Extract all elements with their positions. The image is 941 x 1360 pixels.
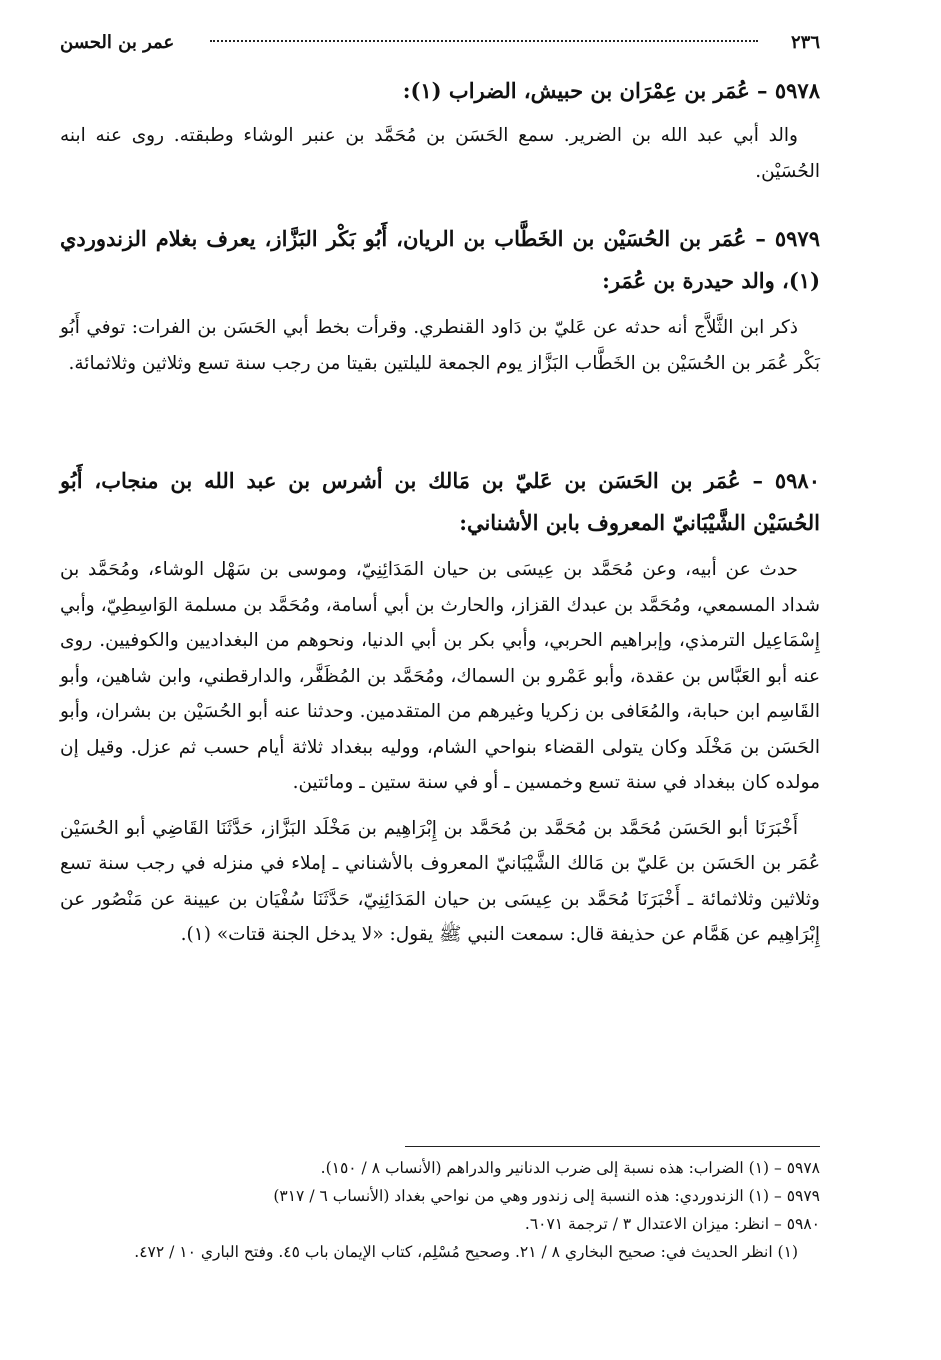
entry-title: ٥٩٨٠ – عُمَر بن الحَسَن بن عَليّ بن مَالك بن أشرس بن عبد الله بن منجاب، أَبُو الحُسَيْن الشَّيْبَانيّ المعروف بابن الأشناني: (60, 468, 820, 535)
leader-dots (210, 40, 758, 42)
entry-paragraph: ذكر ابن الثَّلاَّج أنه حدثه عن عَليّ بن دَاود القنطري. وقرأت بخط أبي الحَسَن بن الفرات: توفي أَبُو بَكْر عُمَر بن الحُسَيْن بن الخَطَّاب البَزَّاز يوم الجمعة لليلتين بقيتا من رجب سنة تسع وثلاثين وثلاثمائة. (60, 317, 820, 374)
footnote: ٥٩٧٨ – (١) الضراب: هذه نسبة إلى ضرب الدنانير والدراهم (الأنساب ٨ / ١٥٠). (320, 1159, 820, 1177)
entry-title: ٥٩٧٩ – عُمَر بن الحُسَيْن بن الخَطَّاب بن الريان، أَبُو بَكْر البَزَّاز، يعرف بغلام الزندوردي (١)، والد حيدرة بن عُمَر: (60, 226, 820, 293)
entry-5980 (60, 460, 820, 953)
footnote: (١) انظر الحديث في: صحيح البخاري ٨ / ٢١. وصحيح مُسْلِم، كتاب الإيمان باب ٤٥. وفتح الباري ١٠ / ٤٧٢. (134, 1243, 798, 1261)
hadith-paragraph: أَخْبَرَنَا أبو الحَسَن مُحَمَّد بن مُحَمَّد بن مُحَمَّد بن إِبْرَاهِيم بن مَخْلَد البَزَّاز، حَدَّثَنَا القَاضِي أبو الحُسَيْن عُمَر بن الحَسَن بن عَليّ بن مَالك الشَّيْبَانيّ المعروف بالأشناني ـ إملاء في منزله في رجب سنة تسع وثلاثين وثلاثمائة ـ أَخْبَرَنَا مُحَمَّد بن عِيسَى بن حيان المَدَائِنِيّ، حَدَّثَنَا سُفْيَان بن عيينة عن مَنْصُور عن إِبْرَاهِيم عن هَمَّام عن حذيفة قال: سمعت النبي ﷺ يقول: «لا يدخل الجنة قتات» (١). (60, 817, 820, 945)
page-number: ٢٣٦ (790, 32, 820, 53)
footnote: ٥٩٧٩ – (١) الزندوردي: هذه النسبة إلى زندور وهي من نواحي بغداد (الأنساب ٦ / ٣١٧) (273, 1187, 820, 1205)
book-page (60, 28, 820, 1328)
footnotes (60, 1154, 820, 1266)
running-head (60, 28, 820, 62)
entry-paragraph: حدث عن أبيه، وعن مُحَمَّد بن عِيسَى بن حيان المَدَائِنِيّ، وموسى بن سَهْل الوشاء، ومُحَمَّد بن شداد المسمعي، ومُحَمَّد بن عبدك القزاز، والحارث بن أبي أسامة، ومُحَمَّد بن مسلمة الوَاسِطِيّ، وأبي إِسْمَاعِيل الترمذي، وإبراهيم الحربي، وأبي بكر بن أبي الدنيا، ونحوهم من البغداديين والكوفيين. روى عنه أبو العَبَّاس بن عقدة، وأبو عَمْرو بن السماك، ومُحَمَّد بن المُظَفَّر، والدارقطني، وابن شاهين، وأبو القَاسِم ابن حبابة، والمُعَافى بن زكريا وغيرهم من المتقدمين. وحدثنا عنه أبو الحُسَيْن بن بشران، وأبو الحَسَن بن مَخْلَد وكان يتولى القضاء بنواحي الشام، ووليه ببغداد ثلاثة أيام حسب ثم عزل. وقيل إن مولده كان ببغداد في سنة تسع وخمسين ـ أو في سنة ستين ـ ومائتين. (60, 559, 820, 793)
entry-5978 (60, 70, 820, 189)
entry-title: ٥٩٧٨ – عُمَر بن عِمْرَان بن حبيش، الضراب (١): (402, 78, 820, 103)
entry-5979 (60, 218, 820, 381)
footnote: ٥٩٨٠ – انظر: ميزان الاعتدال ٣ / ترجمة ٦٠٧١. (524, 1215, 820, 1233)
footnote-rule (405, 1146, 820, 1147)
entry-paragraph: والد أبي عبد الله بن الضرير. سمع الحَسَن بن مُحَمَّد بن عنبر الوشاء وطبقته. روى عنه ابنه الحُسَيْن. (60, 125, 820, 182)
running-head-title: عمر بن الحسن (60, 32, 175, 53)
